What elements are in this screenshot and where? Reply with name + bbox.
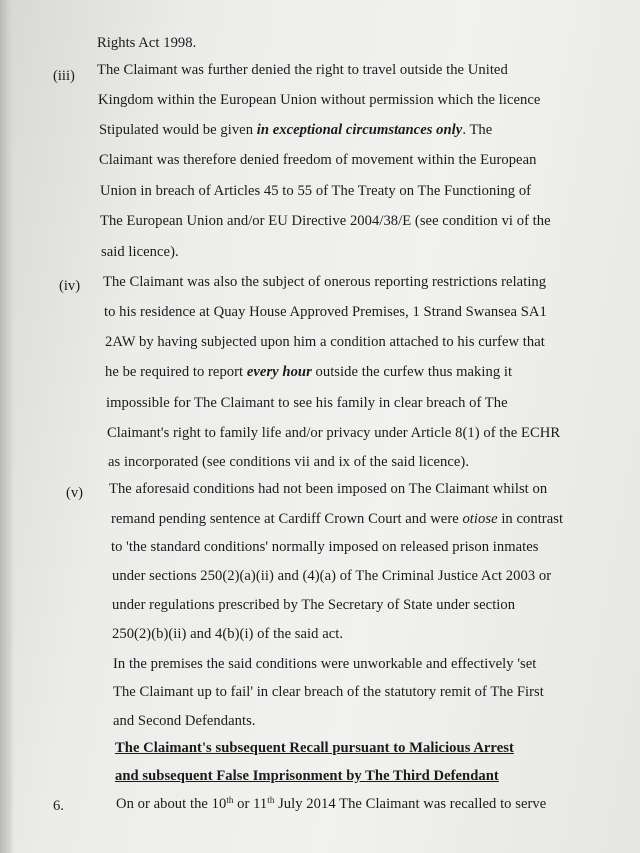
section-heading-line-2: and subsequent False Imprisonment by The Third Defendant [115, 768, 499, 784]
item-iv-line-7: as incorporated (see conditions vii and ix of the said licence). [108, 454, 470, 470]
item-label-iii: (iii) [53, 68, 75, 84]
item-iv-line-5: impossible for The Claimant to see his family in clear breach of The [106, 395, 508, 411]
item-iv-line-4: he be required to report every hour outside the curfew thus making it [105, 364, 513, 380]
item-iv-line-2: to his residence at Quay House Approved Premises, 1 Strand Swansea SA1 [104, 304, 547, 320]
item-label-iv: (iv) [59, 278, 81, 294]
item-v-line-3: to 'the standard conditions' normally imposed on released prison inmates [111, 539, 539, 555]
item-iii-line-4: Claimant was therefore denied freedom of movement within the European [99, 152, 537, 168]
page-edge-shadow [0, 0, 14, 853]
item-label-v: (v) [66, 485, 84, 501]
item-v-line-7: In the premises the said conditions were unworkable and effectively 'set [113, 656, 537, 672]
paragraph-6-line-1: On or about the 10th or 11th July 2014 The Claimant was recalled to serve [116, 795, 547, 812]
item-v-line-1: The aforesaid conditions had not been imposed on The Claimant whilst on [109, 481, 548, 497]
item-v-line-4: under sections 250(2)(a)(ii) and (4)(a) of The Criminal Justice Act 2003 or [112, 568, 552, 584]
item-iv-line-6: Claimant's right to family life and/or privacy under Article 8(1) of the ECHR [107, 425, 561, 441]
item-iii-line-7: said licence). [101, 244, 179, 260]
item-v-line-8: The Claimant up to fail' in clear breach of the statutory remit of The First [113, 684, 544, 700]
item-v-line-9: and Second Defendants. [113, 713, 256, 729]
continuation-line: Rights Act 1998. [97, 35, 197, 51]
item-iv-line-3: 2AW by having subjected upon him a condition attached to his curfew that [105, 334, 545, 350]
item-iii-line-3: Stipulated would be given in exceptional circumstances only. The [99, 122, 493, 138]
item-v-line-6: 250(2)(b)(ii) and 4(b)(i) of the said act. [112, 626, 344, 642]
item-iii-line-1: The Claimant was further denied the right to travel outside the United [97, 62, 508, 78]
item-iii-line-6: The European Union and/or EU Directive 2004/38/E (see condition vi of the [100, 213, 551, 229]
section-heading-line-1: The Claimant's subsequent Recall pursuant to Malicious Arrest [115, 740, 514, 756]
item-v-line-2: remand pending sentence at Cardiff Crown Court and were otiose in contrast [111, 511, 564, 527]
item-iii-line-5: Union in breach of Articles 45 to 55 of The Treaty on The Functioning of [100, 183, 532, 199]
item-iii-line-2: Kingdom within the European Union without permission which the licence [98, 92, 541, 108]
paragraph-number: 6. [53, 798, 64, 814]
item-iv-line-1: The Claimant was also the subject of onerous reporting restrictions relating [103, 274, 547, 290]
item-v-line-5: under regulations prescribed by The Secretary of State under section [112, 597, 516, 613]
